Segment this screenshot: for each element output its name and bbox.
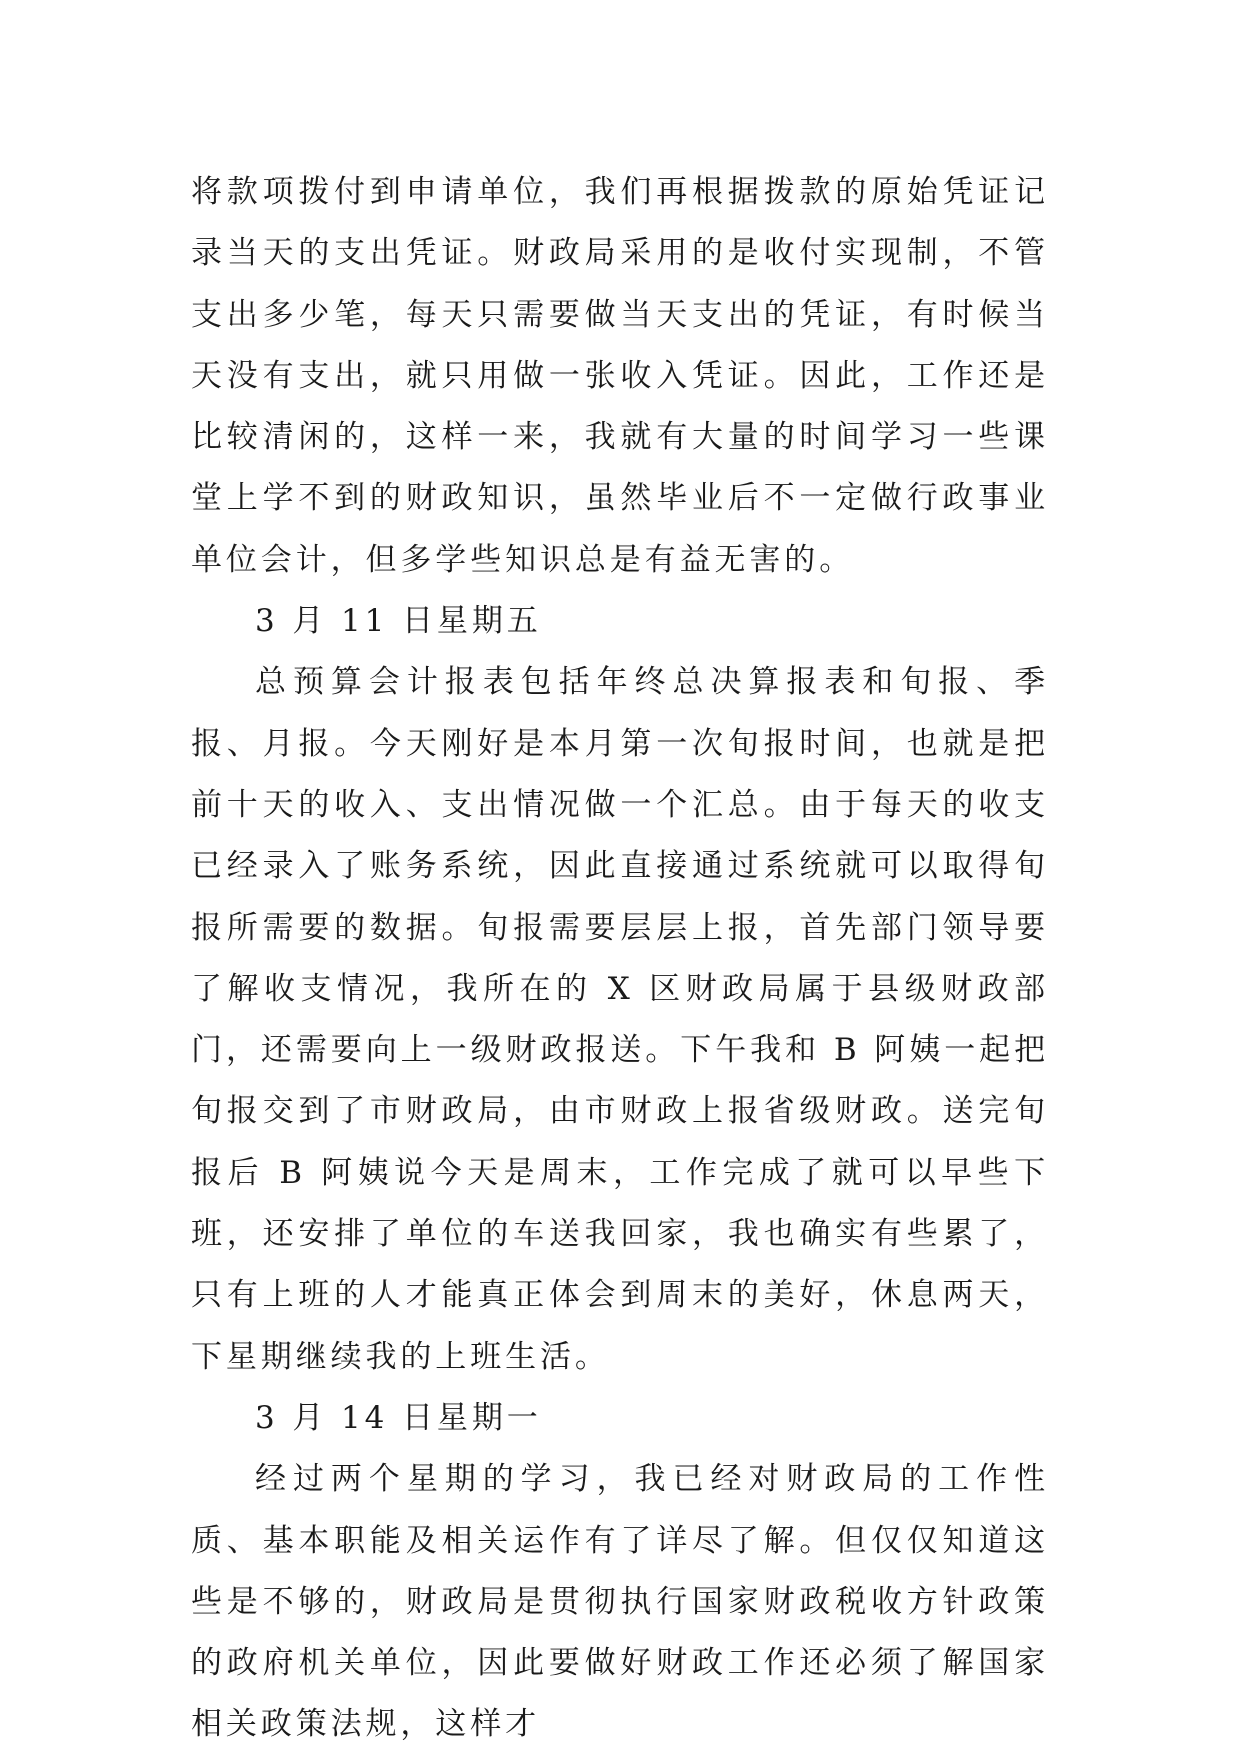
paragraph-1: 将款项拨付到申请单位，我们再根据拨款的原始凭证记录当天的支出凭证。财政局采用的是收付实现制，不管支出多少笔，每天只需要做当天支出的凭证，有时候当天没有支出，就只用做一张收入凭证。因此，工作还是比较清闲的，这样一来，我就有大量的时间学习一些课堂上学不到的财政知识，虽然毕业后不一定做行政事业单位会计，但多学些知识总是有益无害的。 bbox=[191, 174, 1049, 578]
paragraph-2: 总预算会计报表包括年终总决算报表和旬报、季报、月报。今天刚好是本月第一次旬报时间，也就是把前十天的收入、支出情况做一个汇总。由于每天的收支已经录入了账务系统，因此直接通过系统就可以取得旬报所需要的数据。旬报需要层层上报，首先部门领导要了解收支情况，我所在的 X 区财政局属于县级财政部门，还需要向上一级财政报送。下午我和 B 阿姨一起把旬报交到了市财政局，由市财政上报省级财政。送完旬报后 B 阿姨说今天是周末，工作完成了就可以早些下班，还安排了单位的车送我回家，我也确实有些累了，只有上班的人才能真正体会到周末的美好，休息两天，下星期继续我的上班生活。 bbox=[191, 664, 1049, 1375]
document-body bbox=[191, 162, 1049, 1756]
date-heading-mar-14: 3 月 14 日星期一 bbox=[255, 1399, 542, 1436]
date-heading-mar-11: 3 月 11 日星期五 bbox=[255, 603, 542, 640]
paragraph-3: 经过两个星期的学习，我已经对财政局的工作性质、基本职能及相关运作有了详尽了解。但仅仅知道这些是不够的，财政局是贯彻执行国家财政税收方针政策的政府机关单位，因此要做好财政工作还必须了解国家相关政策法规，这样才 bbox=[191, 1461, 1049, 1743]
